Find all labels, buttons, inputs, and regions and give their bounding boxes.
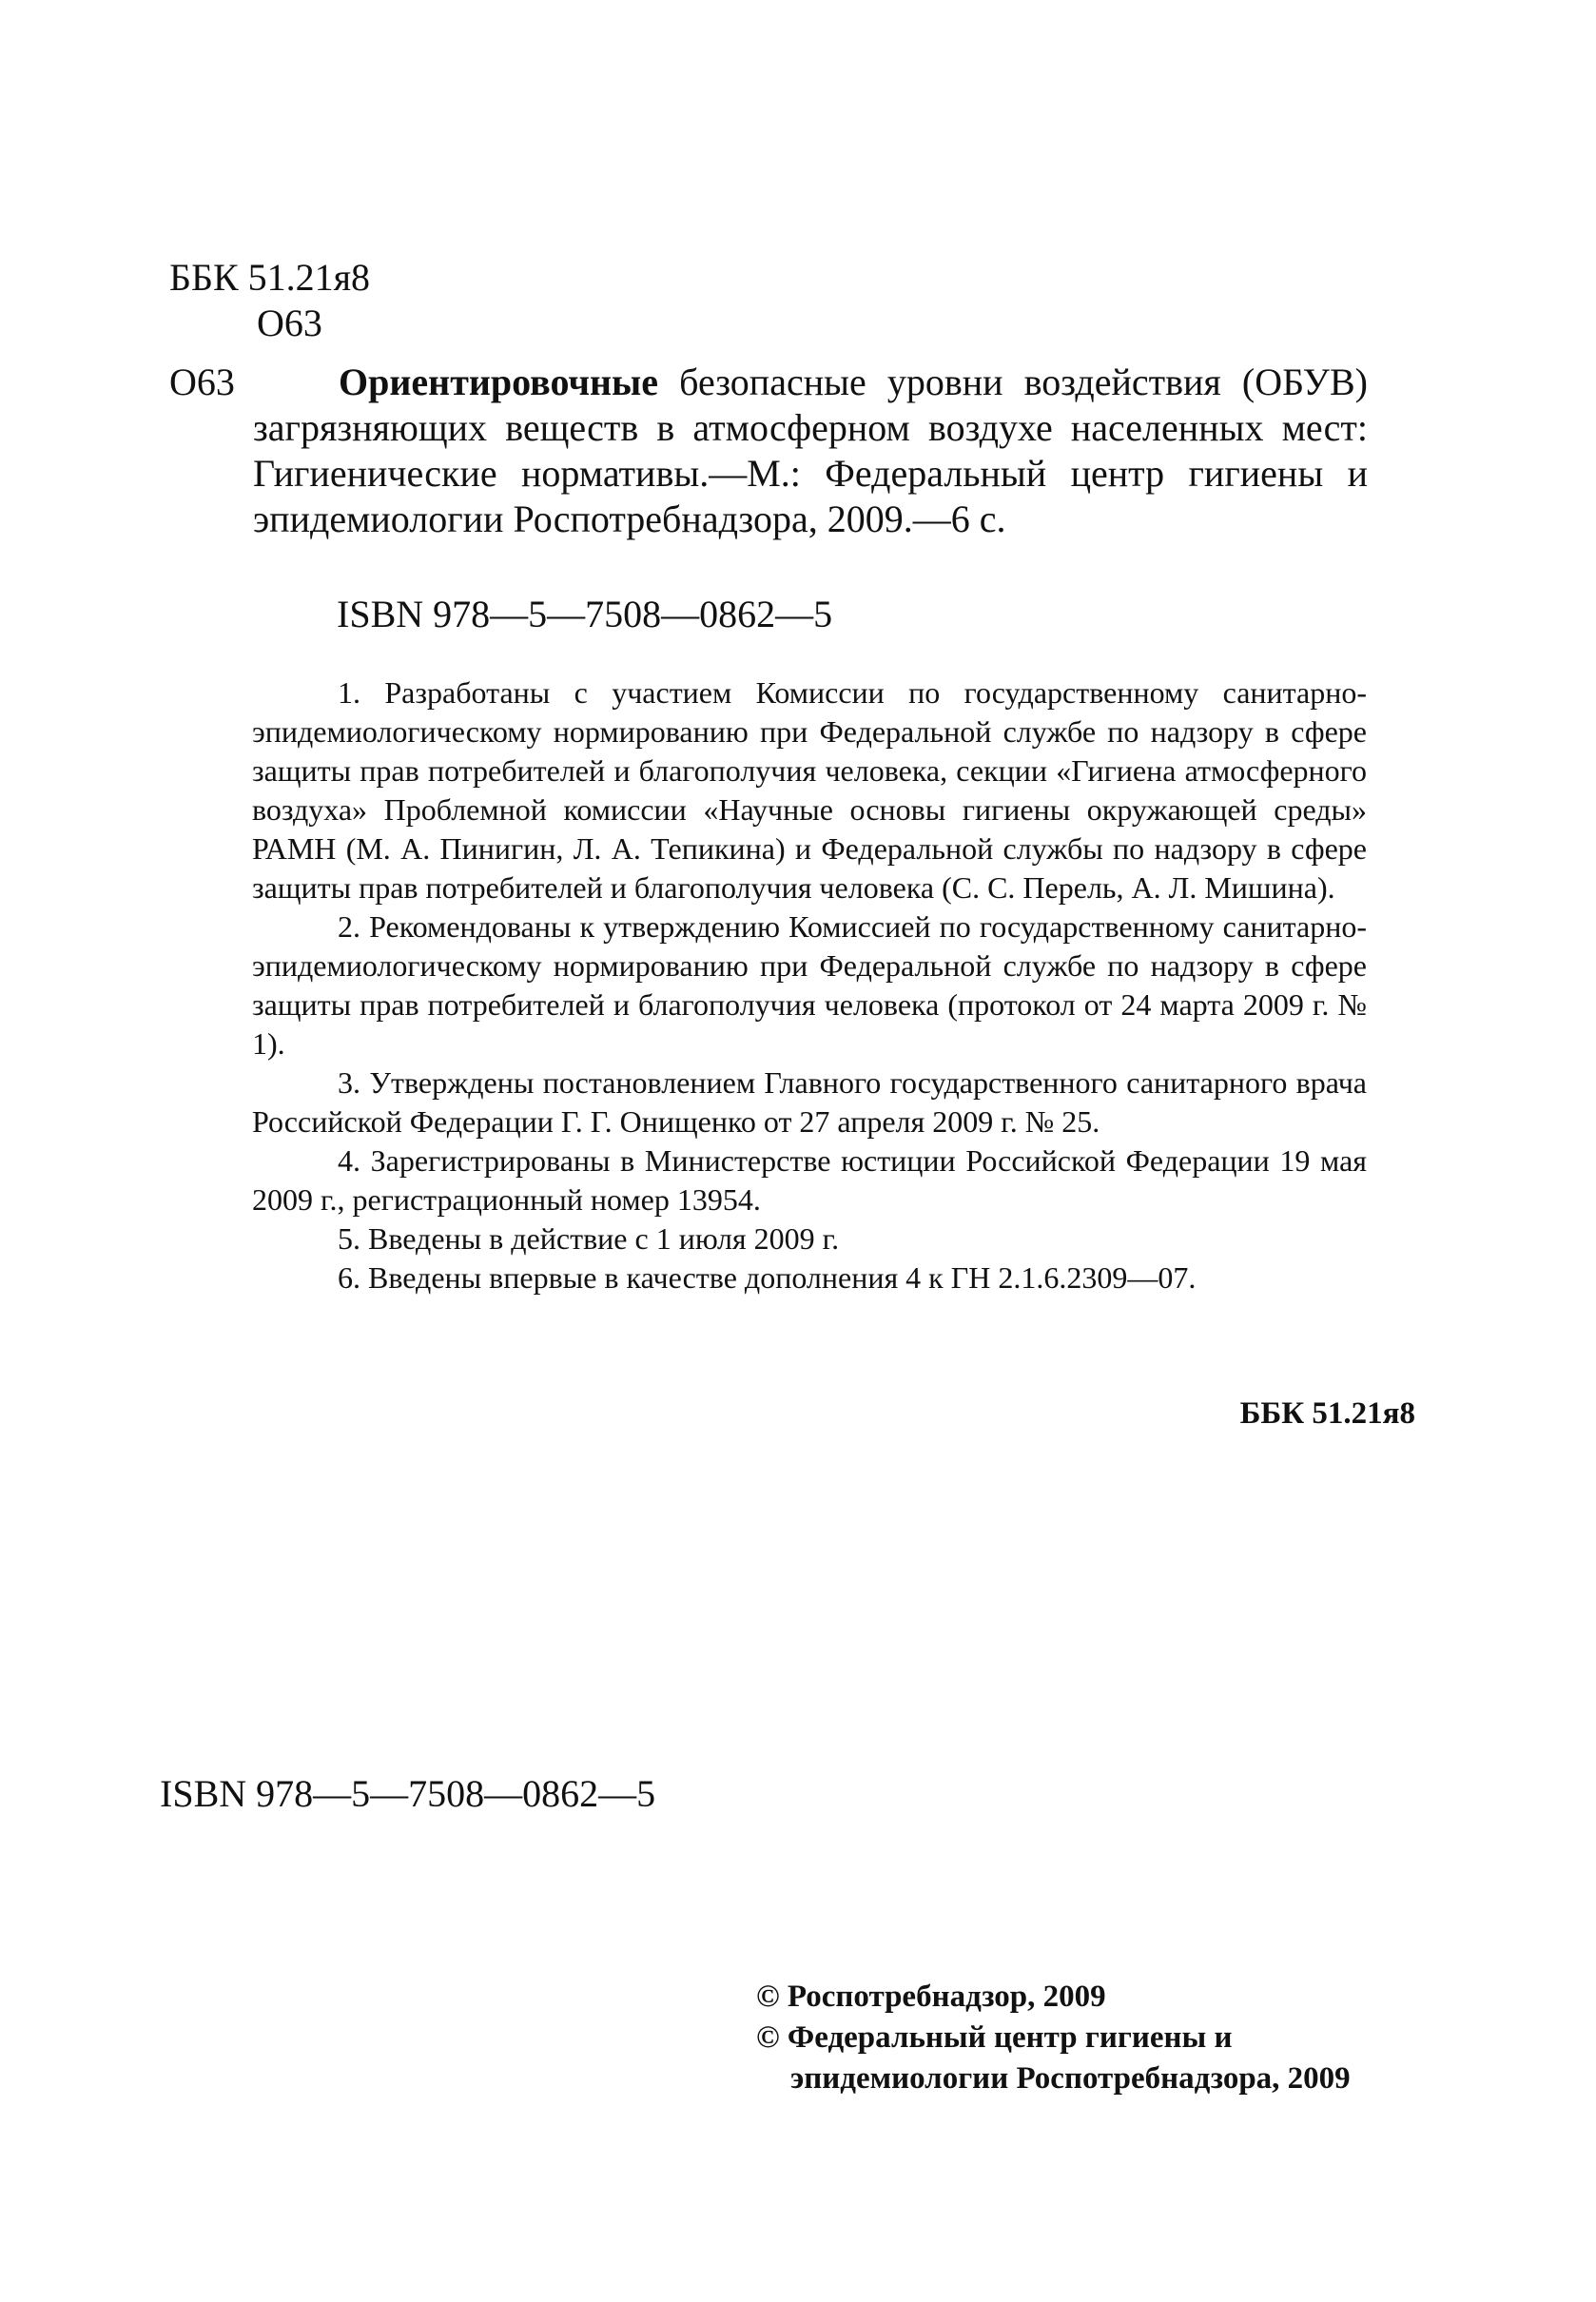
bibliographic-citation (169, 360, 1368, 542)
notes-list (252, 673, 1367, 1297)
bbk-header (169, 255, 370, 346)
copyright-line: эпидемиологии Роспотребнадзора, 2009 (790, 2061, 1351, 2096)
citation-title: Ориентировочные (339, 361, 659, 403)
bbk-code-right: ББК 51.21я8 (1239, 1396, 1415, 1431)
copyright-line: © Федеральный центр гигиены и (756, 2020, 1233, 2055)
isbn-bottom: ISBN 978—5—7508—0862—5 (160, 1772, 656, 1815)
note-item: 6. Введены впервые в качестве дополнения 4 к ГН 2.1.6.2309—07. (338, 1260, 1197, 1295)
note-item: 4. Зарегистрированы в Министерстве юстиции Российской Федерации 19 мая 2009 г., регистрационный номер 13954. (252, 1143, 1367, 1217)
note-item: 2. Рекомендованы к утверждению Комиссией по государственному санитарно-эпидемиологическому нормированию при Федеральной службе по надзору в сфере защиты прав потребителей и благополучия человека (протокол от 24 марта 2009 г. № 1). (252, 909, 1367, 1061)
note-item: 3. Утверждены постановлением Главного государственного санитарного врача Российской Федерации Г. Г. Онищенко от 27 апреля 2009 г. № 25. (252, 1065, 1367, 1139)
citation-description: безопасные уровни воздействия (ОБУВ) загрязняющих веществ в атмосферном воздухе населенных мест: Гигиенические нормативы.—М.: Федеральный центр гигиены и эпидемиологии Роспотребнадзора, 2009.—6 с. (253, 361, 1368, 540)
copyright-line: © Роспотребнадзор, 2009 (756, 1980, 1106, 2014)
citation-text (253, 360, 1368, 542)
isbn-main: ISBN 978—5—7508—0862—5 (337, 593, 833, 635)
copyright-block (756, 1977, 1351, 2099)
bbk-code: ББК 51.21я8 (169, 256, 371, 299)
note-item: 5. Введены в действие с 1 июля 2009 г. (338, 1221, 840, 1256)
author-mark: О63 (257, 302, 322, 344)
citation-author-mark: О63 (169, 361, 235, 403)
note-item: 1. Разработаны с участием Комиссии по государственному санитарно-эпидемиологическому нормированию при Федеральной службе по надзору в сфере защиты прав потребителей и благополучия человека, секции «Гигиена атмосферного воздуха» Проблемной комиссии «Научные основы гигиены окружающей среды» РАМН (М. А. Пинигин, Л. А. Тепикина) и Федеральной службы по надзору в сфере защиты прав потребителей и благополучия человека (С. С. Перель, А. Л. Мишина). (252, 675, 1367, 905)
